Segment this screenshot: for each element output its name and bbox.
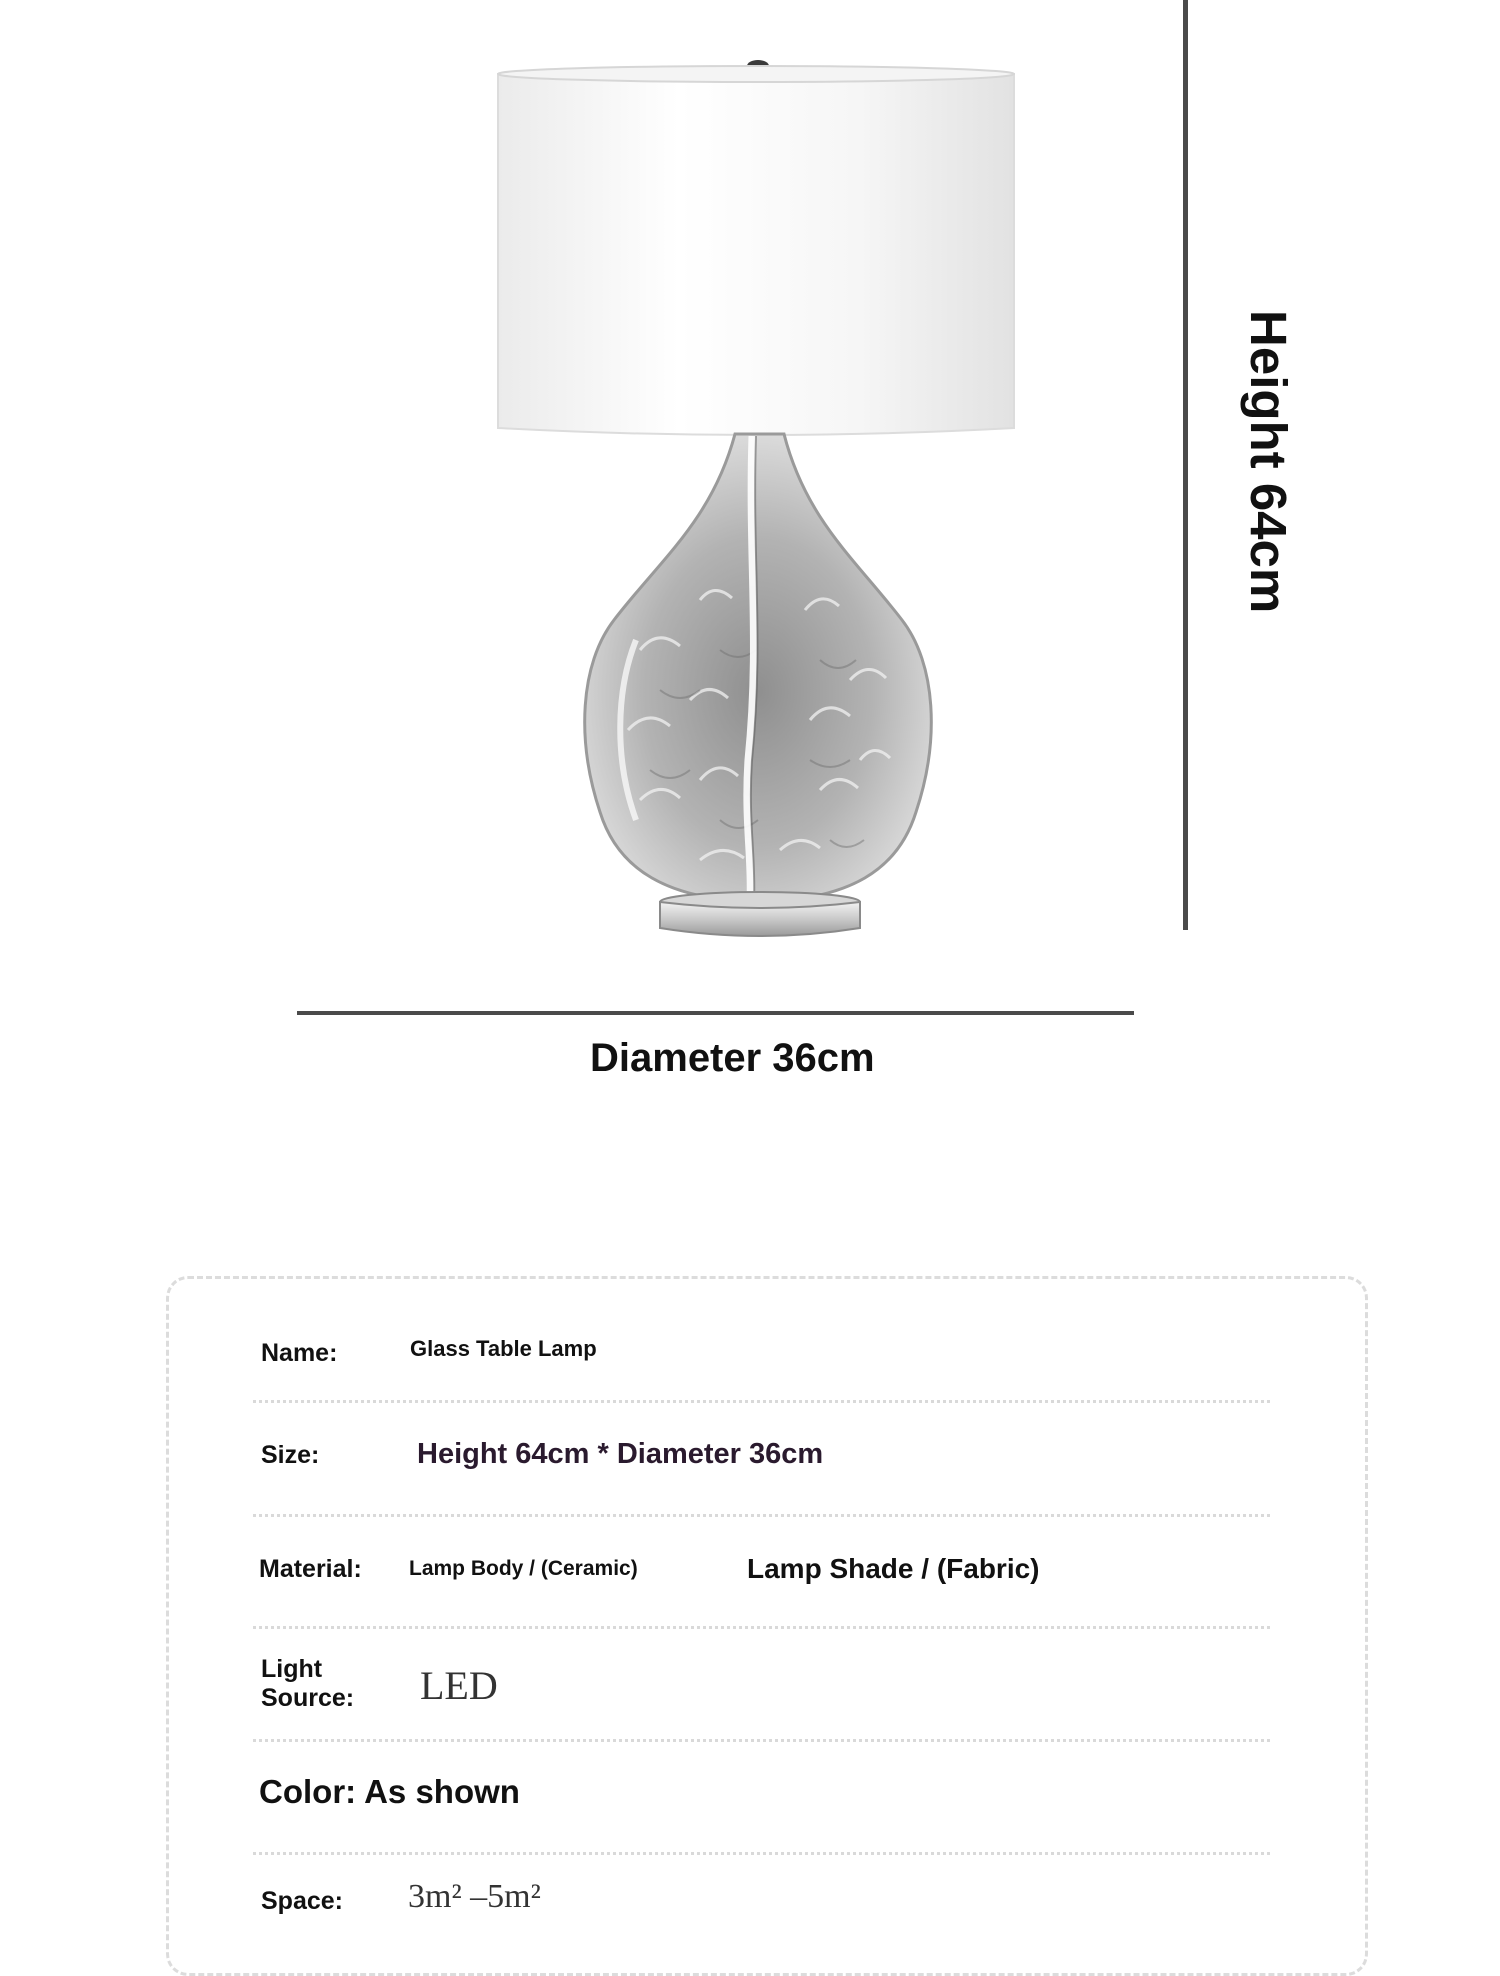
- height-label-container: [1238, 310, 1298, 614]
- spec-row-space: [253, 1852, 1270, 1920]
- spec-value-light-source: LED: [420, 1663, 498, 1708]
- spec-value-lamp-shade: Lamp Shade / (Fabric): [747, 1553, 1040, 1584]
- spec-value-space: 3m² –5m²: [408, 1878, 541, 1915]
- spec-label-space: Space:: [261, 1887, 343, 1915]
- spec-row-material: [253, 1514, 1270, 1629]
- base-shape: [660, 892, 860, 936]
- spec-row-light-source: [253, 1626, 1270, 1742]
- diameter-dimension-line: [297, 1011, 1134, 1015]
- glass-body-shape: [585, 434, 932, 902]
- spec-color-text: Color: As shown: [259, 1773, 520, 1810]
- spec-label-source: Source:: [261, 1684, 355, 1712]
- spec-label-light: Light: [261, 1655, 323, 1683]
- spec-label-size: Size:: [261, 1441, 320, 1469]
- spec-row-color: [253, 1739, 1270, 1855]
- height-dimension-line: [1183, 0, 1188, 930]
- diameter-label: Diameter 36cm: [590, 1036, 875, 1080]
- lampshade-shape: [498, 66, 1014, 435]
- spec-label-name: Name:: [261, 1339, 338, 1367]
- spec-row-size: [253, 1400, 1270, 1517]
- spec-label-material: Material:: [259, 1555, 362, 1583]
- spec-value-size: Height 64cm * Diameter 36cm: [417, 1438, 824, 1470]
- spec-value-lamp-body: Lamp Body / (Ceramic): [409, 1557, 638, 1580]
- spec-row-name: [253, 1310, 1270, 1403]
- height-label: Height 64cm: [1240, 310, 1297, 614]
- spec-value-name: Glass Table Lamp: [410, 1336, 597, 1361]
